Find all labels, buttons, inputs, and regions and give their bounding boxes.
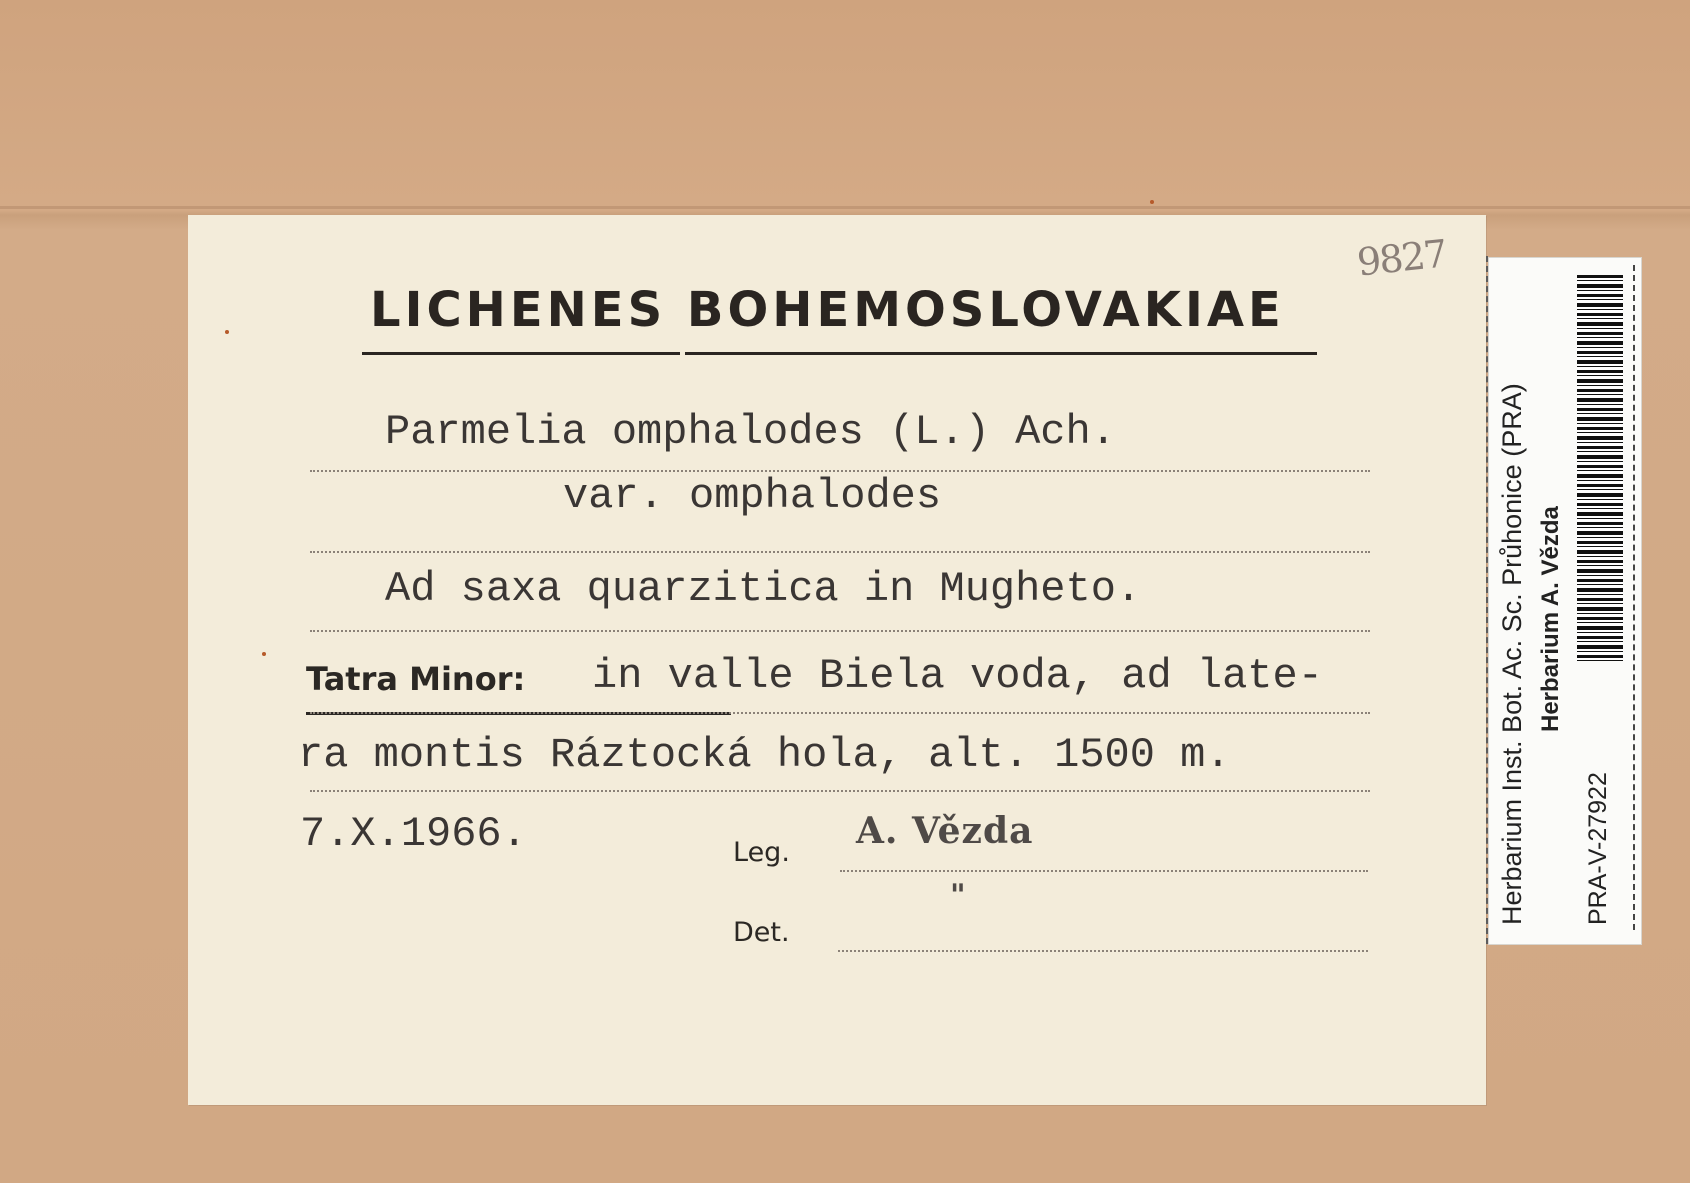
- catalog-number: PRA-V-27922: [1584, 772, 1612, 925]
- institution-text: Herbarium Inst. Bot. Ac. Sc. Průhonice (PRA): [1497, 383, 1527, 925]
- handwritten-number: 9827: [1354, 231, 1448, 285]
- dotted-line: [310, 790, 1370, 792]
- species-name: Parmelia omphalodes (L.) Ach.: [385, 408, 1116, 456]
- barcode: [1577, 275, 1623, 661]
- species-variety: var. omphalodes: [563, 472, 942, 520]
- locality-line-2: ra montis Ráztocká hola, alt. 1500 m.: [298, 731, 1231, 779]
- paper-speck: [1150, 200, 1154, 204]
- dotted-line: [840, 870, 1368, 872]
- sticker-dashed-edge: [1633, 265, 1635, 930]
- sticker-cut-line: [1486, 256, 1488, 944]
- collection-date: 7.X.1966.: [300, 810, 527, 858]
- region-label: Tatra Minor:: [306, 660, 526, 698]
- collection-text: Herbarium A. Vězda: [1537, 506, 1564, 732]
- heading-underline-right: [685, 352, 1317, 355]
- dotted-line: [310, 712, 1370, 714]
- det-ditto: ": [950, 878, 967, 913]
- paper-speck: [225, 330, 229, 334]
- dotted-line: [310, 630, 1370, 632]
- dotted-line: [838, 950, 1368, 952]
- paper-speck: [262, 652, 266, 656]
- paper-fold-line: [0, 206, 1690, 209]
- det-label: Det.: [733, 917, 790, 948]
- heading-underline-left: [362, 352, 680, 355]
- label-heading: LICHENES BOHEMOSLOVAKIAE: [370, 282, 1285, 338]
- leg-collector: A. Vězda: [856, 810, 1034, 852]
- habitat-text: Ad saxa quarzitica in Mugheto.: [385, 565, 1142, 613]
- leg-label: Leg.: [733, 837, 790, 868]
- dotted-line: [310, 551, 1370, 553]
- locality-line-1: in valle Biela voda, ad late-: [592, 652, 1323, 700]
